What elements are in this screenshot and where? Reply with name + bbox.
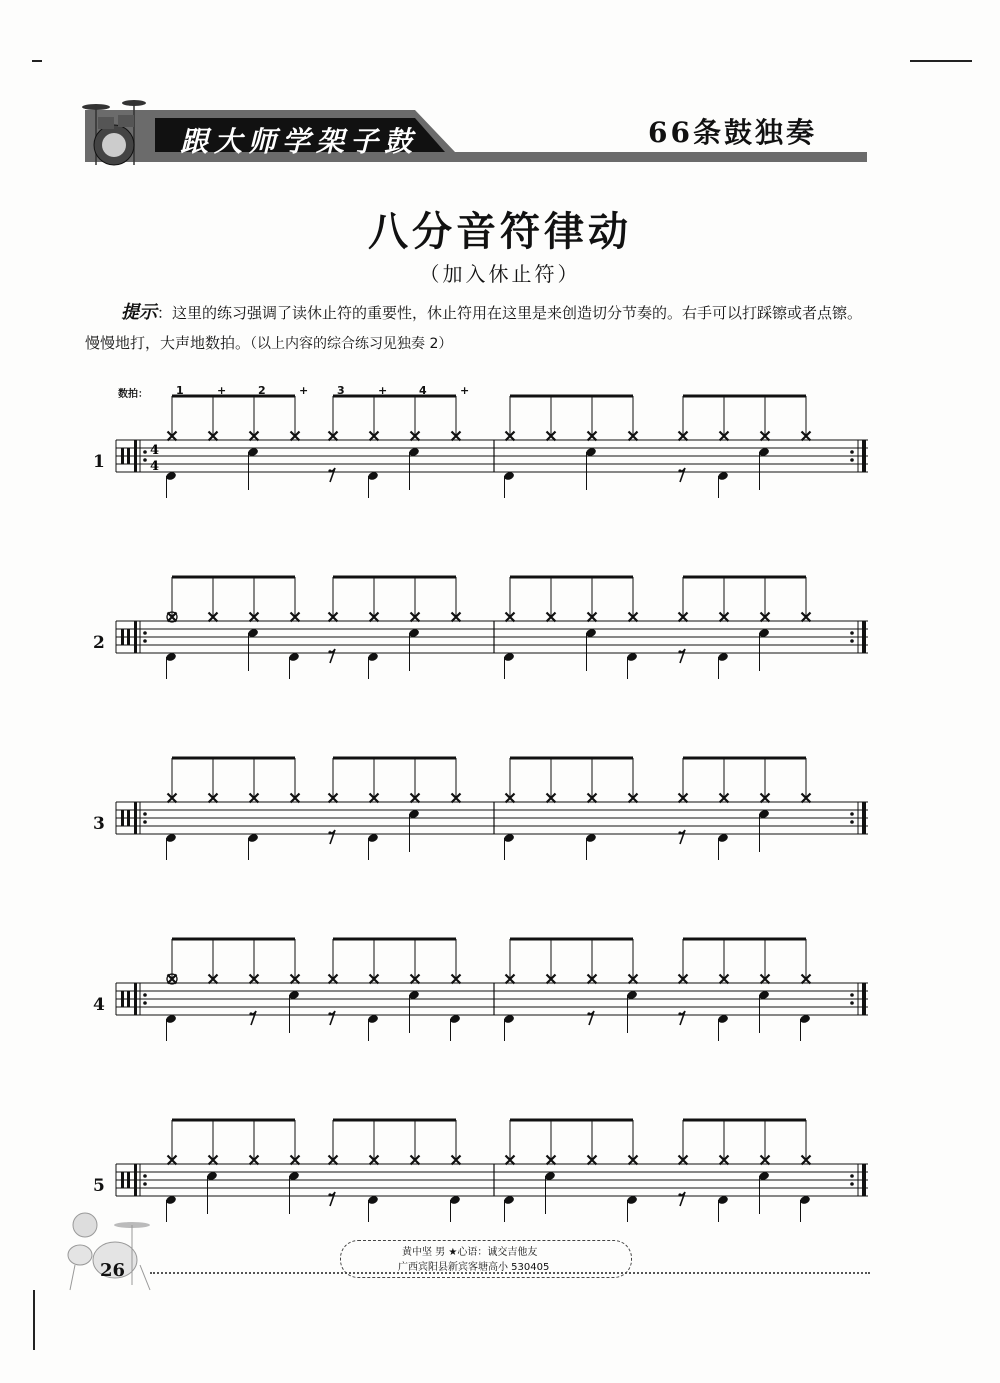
staff-row-5 (116, 1120, 868, 1222)
repeat-dot (850, 450, 854, 454)
repeat-start-thick (134, 621, 137, 653)
count-3: 2 (258, 384, 266, 397)
percussion-clef (127, 448, 130, 464)
repeat-dot (143, 820, 147, 824)
count-2: + (217, 384, 227, 397)
eighth-rest-dot (328, 1193, 331, 1196)
staff-row-4 (116, 939, 868, 1041)
page-title: 八分音符律动 (368, 208, 632, 255)
percussion-clef (121, 1172, 124, 1188)
repeat-dot (850, 458, 854, 462)
repeat-start-thick (134, 983, 137, 1015)
repeat-start-thick (134, 1164, 137, 1196)
repeat-start-thick (134, 802, 137, 834)
repeat-end-thick (862, 802, 866, 834)
percussion-clef (121, 991, 124, 1007)
repeat-end-thick (862, 983, 866, 1015)
eighth-rest-dot (678, 650, 681, 653)
repeat-dot (143, 1182, 147, 1186)
eighth-rest-dot (249, 1012, 252, 1015)
count-1: 1 (176, 384, 184, 397)
eighth-rest-dot (678, 469, 681, 472)
percussion-clef (127, 991, 130, 1007)
repeat-dot (143, 1174, 147, 1178)
repeat-dot (143, 639, 147, 643)
count-4: + (299, 384, 309, 397)
repeat-dot (143, 458, 147, 462)
count-label: 数拍： (118, 389, 148, 400)
eighth-rest-dot (328, 469, 331, 472)
repeat-end-thick (862, 440, 866, 472)
count-7: 4 (419, 384, 427, 397)
time-signature-bottom: 4 (150, 459, 160, 474)
eighth-rest-dot (328, 650, 331, 653)
row-number: 1 (93, 452, 105, 472)
eighth-rest-dot (587, 1012, 590, 1015)
percussion-clef (121, 448, 124, 464)
repeat-dot (850, 1182, 854, 1186)
eighth-rest-dot (328, 1012, 331, 1015)
repeat-dot (143, 812, 147, 816)
footer-author: 黄中坚 男 ★心语：诚交吉他友 (402, 1247, 538, 1258)
tip-note: （以上内容的综合练习见独奏 2） (250, 336, 453, 352)
eighth-rest-dot (328, 831, 331, 834)
count-5: 3 (337, 384, 345, 397)
staff-row-1 (116, 396, 868, 498)
repeat-dot (850, 1001, 854, 1005)
repeat-dot (850, 639, 854, 643)
section-title: 66条鼓独奏 (648, 116, 817, 149)
footer-address: 广西宾阳县新宾客塘高小 530405 (398, 1262, 550, 1273)
time-signature-top: 4 (150, 443, 160, 458)
page-subtitle: （加入休止符） (419, 262, 581, 286)
tip-text: ：这里的练习强调了读休止符的重要性，休止符用在这里是来创造切分节奏的。右手可以打踩镲或者点镲。慢慢地打，大声地数拍。 (85, 304, 863, 352)
tip-label: 提示 (121, 302, 157, 323)
repeat-dot (850, 1174, 854, 1178)
series-title: 跟大师学架子鼓 (180, 125, 419, 158)
drummer-illustration (60, 1205, 170, 1295)
repeat-dot (143, 631, 147, 635)
repeat-dot (850, 631, 854, 635)
repeat-dot (143, 1001, 147, 1005)
page-number: 26 (100, 1260, 126, 1281)
repeat-dot (143, 450, 147, 454)
repeat-dot (850, 812, 854, 816)
repeat-end-thick (862, 1164, 866, 1196)
row-number: 3 (93, 814, 105, 834)
percussion-clef (121, 810, 124, 826)
repeat-dot (143, 993, 147, 997)
count-6: + (378, 384, 388, 397)
row-number: 4 (93, 995, 105, 1015)
eighth-rest-dot (678, 1012, 681, 1015)
repeat-dot (850, 820, 854, 824)
staff-row-2 (116, 577, 868, 679)
eighth-rest-dot (678, 1193, 681, 1196)
percussion-clef (127, 810, 130, 826)
row-number: 5 (93, 1176, 105, 1196)
percussion-clef (127, 1172, 130, 1188)
percussion-clef (127, 629, 130, 645)
repeat-start-thick (134, 440, 137, 472)
row-number: 2 (93, 633, 105, 653)
count-8: + (460, 384, 470, 397)
staff-row-3 (116, 758, 868, 860)
repeat-dot (850, 993, 854, 997)
eighth-rest-dot (678, 831, 681, 834)
percussion-clef (121, 629, 124, 645)
repeat-end-thick (862, 621, 866, 653)
